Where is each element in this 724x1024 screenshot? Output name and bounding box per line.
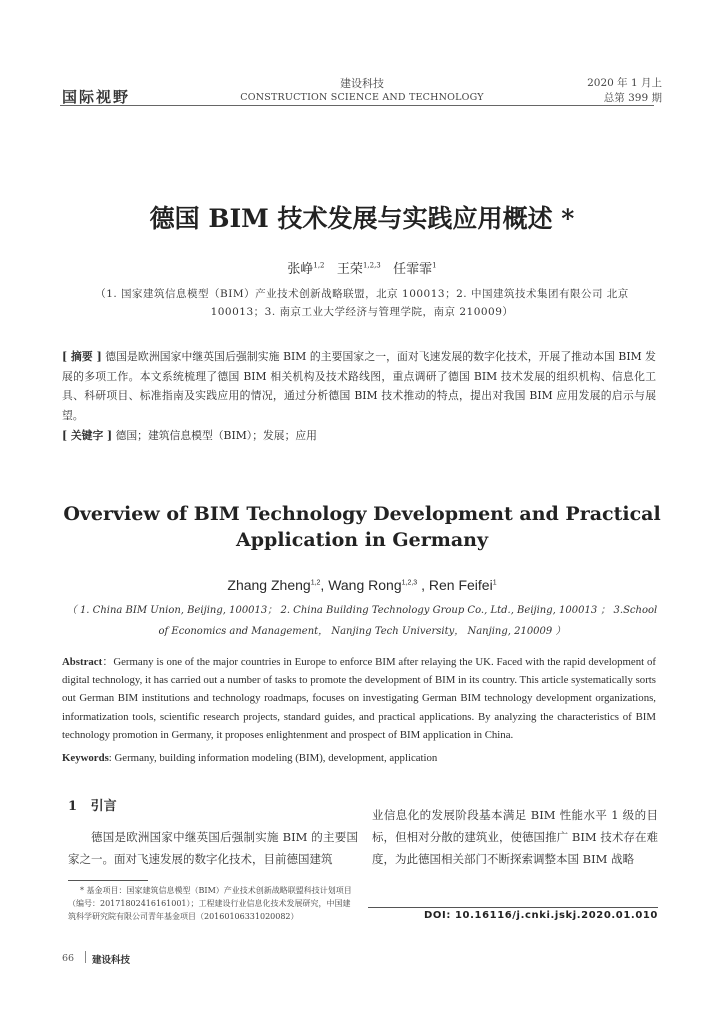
author-affil-sup: 1 [432,261,437,270]
abstract-label-cn: [ 摘要 ] [62,350,102,363]
paper-title-en: Overview of BIM Technology Development and Practical Application in Germany [63,503,661,551]
issue-total: 总第 399 期 [603,92,662,104]
funding-footnote: * 基金项目：国家建筑信息模型（BIM）产业技术创新战略联盟科技计划项目（编号：20171802416161001）；工程建设行业信息化技术发展研究，中国建筑科学研究院有限公司青年基金项目（20160106331020082） [68,886,352,921]
footer-journal-name: 建设科技 [92,955,131,966]
footer-separator [85,951,86,963]
keywords-en [62,752,656,764]
section-label: 国际视野 [62,88,131,106]
author-affil-sup: 1,2,3 [401,579,418,587]
author-affil-sup: 1,2 [310,579,321,587]
author-separator: , [417,577,429,593]
abstract-en [62,653,656,744]
keywords-text-en: : Germany, building information modeling (BIM), development, application [108,752,438,764]
keywords-label-cn: [ 关键字 ] [62,429,113,442]
doi: DOI: 10.16116/j.cnki.jskj.2020.01.010 [424,910,658,921]
abstract-cn [62,347,656,425]
keywords-label-en: Keywords [62,752,109,764]
journal-name-cn: 建设科技 [340,77,384,90]
body-text-left: 德国是欧洲国家中继英国后强制实施 BIM 的主要国家之一。面对飞速发展的数字化技术，目前德国建筑 [68,830,358,866]
author-name-en: Zhang Zheng [227,577,311,593]
author-name-en: Ren Feifei [428,577,493,593]
author-name: 张峥 [287,262,314,277]
issue-date: 2020 年 1 月上 [587,77,662,89]
body-text-right: 业信息化的发展阶段基本满足 BIM 性能水平 1 级的目标，但相对分散的建筑业，使德国推广 BIM 技术存在难度，为此德国相关部门不断探索调整本国 BIM 战略 [372,808,658,866]
keywords-cn [62,428,656,443]
issue-info [587,76,662,106]
author-name: 任霏霏 [393,262,433,277]
abstract-text-en: ：Germany is one of the major countries in Europe to enforce BIM after relaying the UK. Faced with the rapid development of digital technology, it has carried out a number of tasks to promote the development of BIM in its country. This article systematically sorts out German BIM institutions and technology roadmaps, focuses on investigating German BIM technology development organizations, informatization tools, scientific research projects, standard guides, and practical applications. By analyzing the characteristics of BIM technology promotion in Germany, it proposes enlightenment and prospect of BIM application in China. [62,656,656,741]
section-title: 引言 [90,799,117,814]
paper-title-cn: 德国 BIM 技术发展与实践应用概述 * [149,204,575,233]
author-separator: , [320,577,329,593]
journal-name-en: CONSTRUCTION SCIENCE AND TECHNOLOGY [240,92,484,103]
author-name: 王荣 [336,262,363,277]
abstract-label-en: Abstract [62,656,103,668]
keywords-text-cn: 德国；建筑信息模型（BIM）；发展；应用 [115,429,317,442]
author-affil-sup: 1,2,3 [362,261,381,270]
section-number: 1 [68,799,78,814]
header-rule [60,105,654,106]
author-affil-sup: 1,2 [313,261,325,270]
author-affil-sup: 1 [492,579,497,587]
page-number: 66 [62,953,75,964]
section-heading [68,795,117,814]
doi-rule [368,907,658,908]
abstract-text-cn: 德国是欧洲国家中继英国后强制实施 BIM 的主要国家之一，面对飞速发展的数字化技术，开展了推动本国 BIM 发展的多项工作。本文系统梳理了德国 BIM 相关机构及技术路线图，重点调研了德国 BIM 技术发展的组织机构、信息化工具、科研项目、标准指南及实践应用的情况，通过分析德国 BIM 技术推动的特点，提出对我国 BIM 应用发展的启示与展望。 [62,350,656,422]
authors-cn [0,258,724,277]
authors-en [0,577,724,593]
affiliations-cn: （1. 国家建筑信息模型（BIM）产业技术创新战略联盟，北京 100013；2. 中国建筑技术集团有限公司 北京 100013；3. 南京工业大学经济与管理学院，南京 210009） [95,288,629,318]
author-name-en: Wang Rong [328,577,402,593]
affiliations-en: （ 1. China BIM Union, Beijing, 100013； 2. China Building Technology Group Co., Ltd., Beijing, 100013 ； 3.School of Economics and Management， Nanjing Tech University， Nanjing, 210009 ） [66,605,658,637]
footnote-rule [68,880,148,881]
